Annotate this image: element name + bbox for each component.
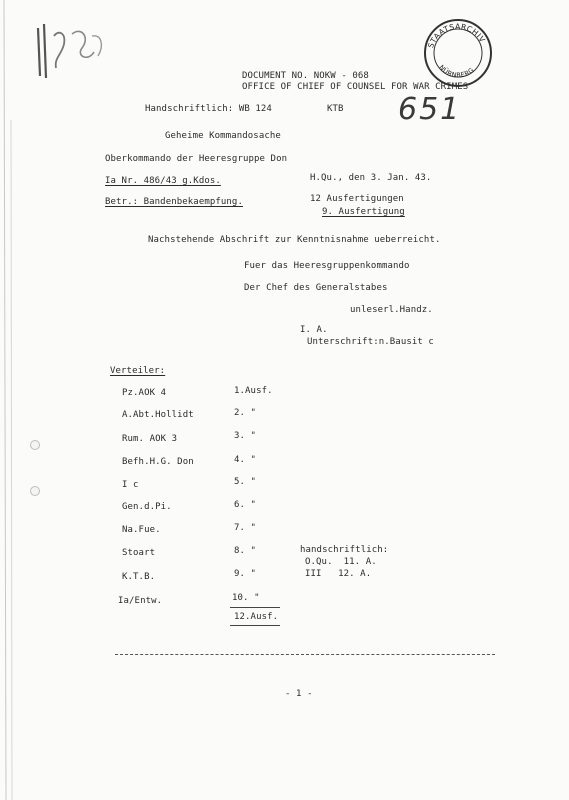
total-rule-top	[230, 607, 280, 608]
list-item: Stoart	[122, 548, 156, 558]
list-item-copy: 3. "	[234, 431, 257, 441]
list-item-copy: 9. "	[234, 569, 257, 579]
file-number: Ia Nr. 486/43 g.Kdos.	[105, 176, 221, 186]
signature-line: Unterschrift:n.Bausit c	[307, 337, 434, 347]
list-item-copy: 6. "	[234, 500, 257, 510]
classification: Geheime Kommandosache	[165, 131, 281, 141]
handwritten-page-number: 651	[398, 92, 462, 127]
list-item: A.Abt.Hollidt	[122, 410, 194, 420]
list-item: I c	[122, 480, 139, 490]
list-item-copy: 2. "	[234, 408, 257, 418]
svg-text:STAATSARCHIV: STAATSARCHIV	[426, 21, 488, 50]
list-item: Ia/Entw.	[118, 596, 163, 606]
office-title: OFFICE OF CHIEF OF COUNSEL FOR WAR CRIMES	[242, 82, 469, 92]
list-item: Gen.d.Pi.	[122, 502, 172, 512]
handwritten-note-line2: III 12. A.	[305, 569, 372, 579]
copy-number: 9. Ausfertigung	[322, 207, 405, 217]
list-item-copy: 8. "	[234, 546, 257, 556]
issuing-command: Oberkommando der Heeresgruppe Don	[105, 154, 288, 164]
transmittal-line: Nachstehende Abschrift zur Kenntnisnahme ueberreicht.	[148, 235, 441, 245]
list-item-copy: 5. "	[234, 477, 257, 487]
separator-line	[115, 654, 495, 655]
page-number: - 1 -	[285, 689, 313, 699]
ktb-label: KTB	[327, 104, 344, 114]
ia-label: I. A.	[300, 325, 328, 335]
scan-edge-marks	[0, 0, 40, 800]
handwritten-note-line1: O.Qu. 11. A.	[305, 557, 377, 567]
list-item: K.T.B.	[122, 572, 156, 582]
illegible-initials: unleserl.Handz.	[350, 305, 433, 315]
list-item: Rum. AOK 3	[122, 434, 178, 444]
copies-count: 12 Ausfertigungen	[310, 194, 404, 204]
distribution-heading: Verteiler:	[110, 366, 166, 376]
handwritten-note-label: handschriftlich:	[300, 545, 389, 555]
list-item-copy: 7. "	[234, 523, 257, 533]
svg-text:NÜRNBERG: NÜRNBERG	[437, 63, 476, 80]
place-date: H.Qu., den 3. Jan. 43.	[310, 173, 432, 183]
handwritten-scribble-icon	[32, 16, 110, 86]
list-item-copy: 4. "	[234, 455, 257, 465]
total-copies: 12.Ausf.	[234, 612, 279, 622]
total-rule-bottom	[230, 625, 280, 626]
document-number: DOCUMENT NO. NOKW - 068	[242, 71, 369, 81]
list-item: Na.Fue.	[122, 525, 161, 535]
on-behalf-line: Fuer das Heeresgruppenkommando	[244, 261, 410, 271]
handwritten-reference: Handschriftlich: WB 124	[145, 104, 272, 114]
list-item-copy: 10. "	[232, 593, 260, 603]
subject-line: Betr.: Bandenbekaempfung.	[105, 197, 243, 207]
list-item: Pz.AOK 4	[122, 388, 167, 398]
punch-hole-top	[30, 440, 40, 450]
punch-hole-bottom	[30, 486, 40, 496]
list-item: Befh.H.G. Don	[122, 457, 194, 467]
chief-of-staff-line: Der Chef des Generalstabes	[244, 283, 388, 293]
list-item-copy: 1.Ausf.	[234, 386, 273, 396]
archive-stamp-icon	[422, 17, 494, 89]
